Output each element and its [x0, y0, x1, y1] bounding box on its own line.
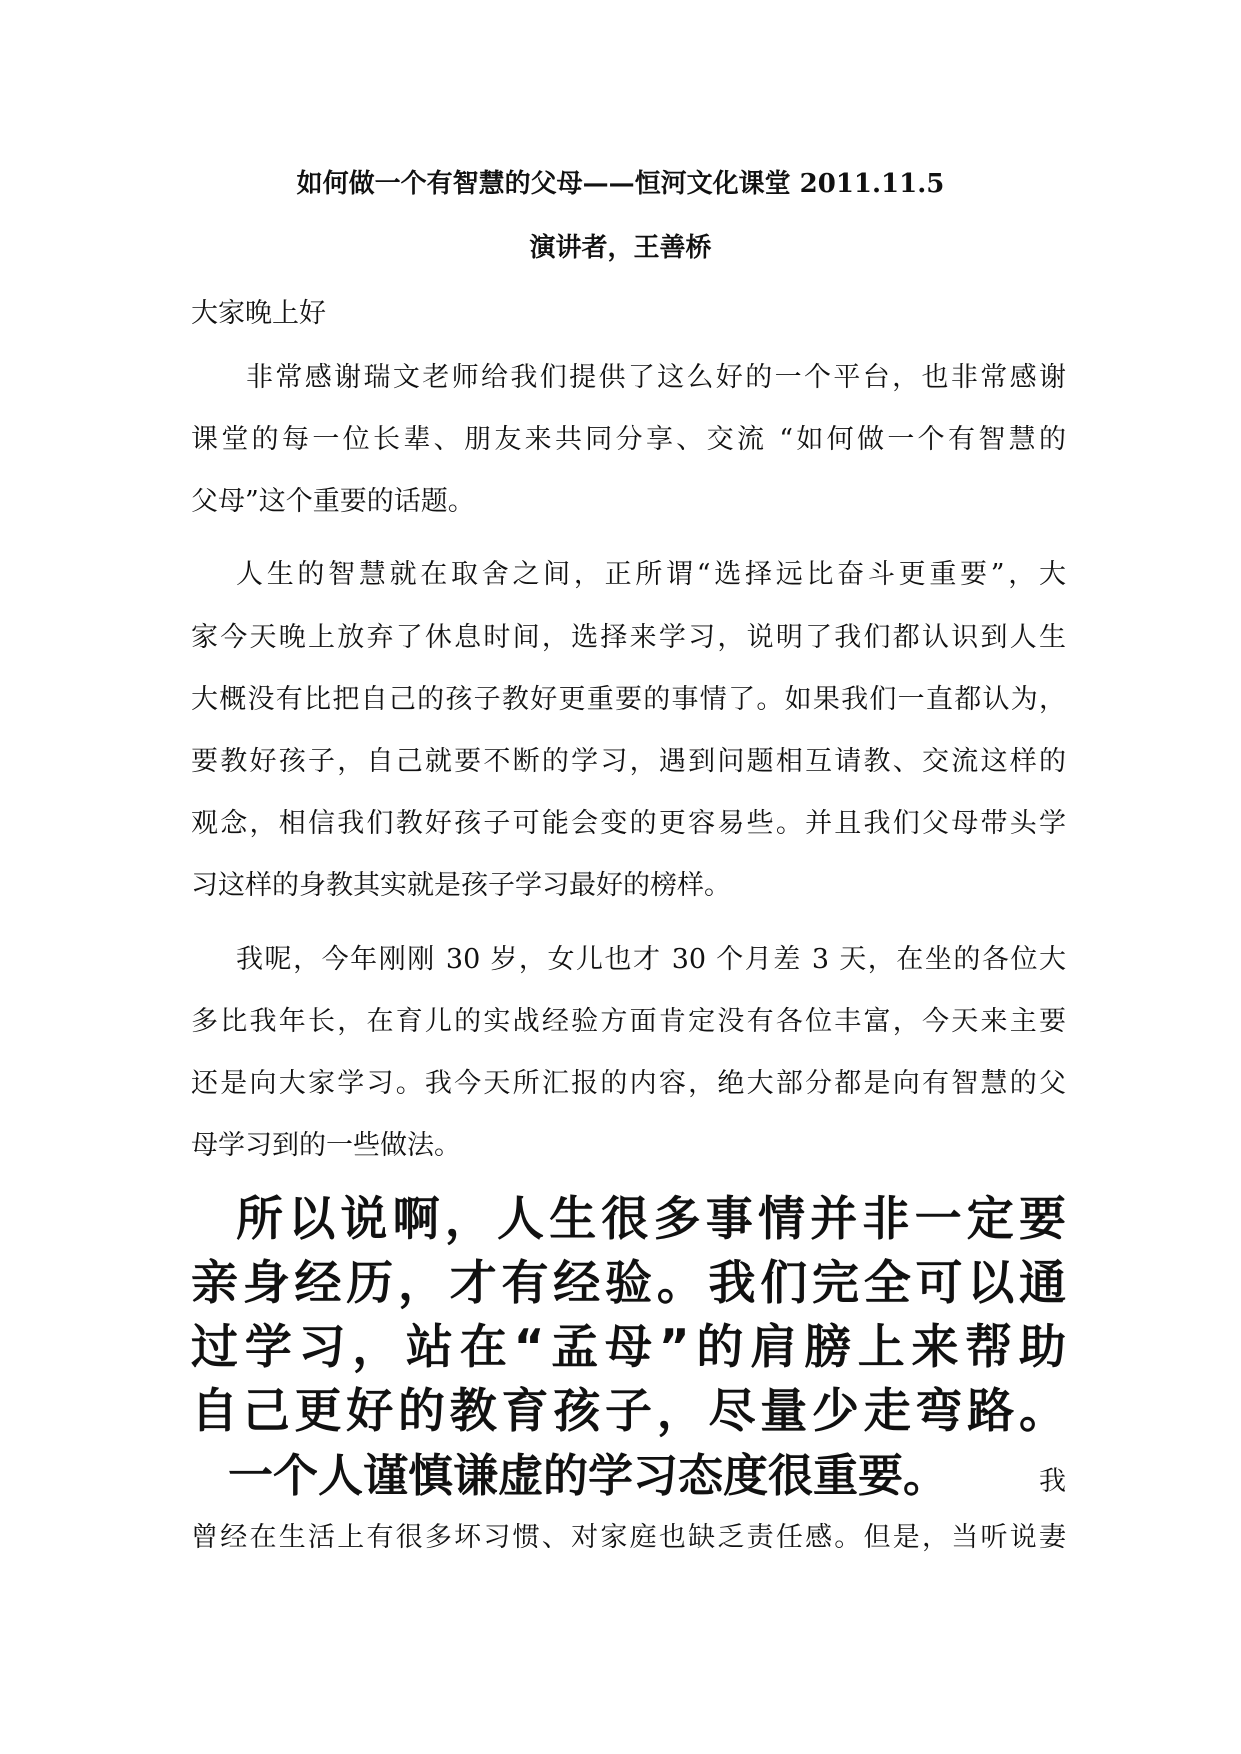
mixed-line	[228, 1446, 1066, 1510]
paragraph-line: 我呢，今年刚刚 30 岁，女儿也才 30 个月差 3 天，在坐的各位大	[236, 944, 1066, 975]
paragraph-line: 课堂的每一位长辈、朋友来共同分享、交流 “如何做一个有智慧的	[191, 424, 1066, 455]
paragraph-line: 要教好孩子，自己就要不断的学习，遇到问题相互请教、交流这样的	[191, 746, 1066, 777]
document-title: 如何做一个有智慧的父母——恒河文化课堂 2011.11.5	[296, 169, 945, 199]
paragraph-line: 曾经在生活上有很多坏习惯、对家庭也缺乏责任感。但是，当听说妻	[191, 1522, 1066, 1553]
greeting-line: 大家晚上好	[191, 298, 326, 329]
paragraph-line: 父母”这个重要的话题。	[191, 486, 475, 517]
paragraph-line: 习这样的身教其实就是孩子学习最好的榜样。	[191, 870, 731, 901]
highlight-line: 一个人谨慎谦虚的学习态度很重要。	[228, 1449, 949, 1502]
paragraph-line: 母学习到的一些做法。	[191, 1130, 461, 1161]
highlight-line: 自己更好的教育孩子，尽量少走弯路。	[191, 1384, 1066, 1439]
paragraph-line: 非常感谢瑞文老师给我们提供了这么好的一个平台，也非常感谢	[246, 362, 1066, 393]
highlight-line: 亲身经历，才有经验。我们完全可以通	[191, 1256, 1066, 1311]
paragraph-line: 还是向大家学习。我今天所汇报的内容，绝大部分都是向有智慧的父	[191, 1068, 1066, 1099]
paragraph-line: 多比我年长，在育儿的实战经验方面肯定没有各位丰富，今天来主要	[191, 1006, 1066, 1037]
speaker-line: 演讲者，王善桥	[529, 233, 712, 263]
paragraph-line: 人生的智慧就在取舍之间，正所谓“选择远比奋斗更重要”，大	[236, 559, 1066, 590]
highlight-line: 过学习，站在“孟母”的肩膀上来帮助	[191, 1320, 1066, 1375]
highlight-line: 所以说啊，人生很多事情并非一定要	[236, 1192, 1066, 1247]
paragraph-line: 大概没有比把自己的孩子教好更重要的事情了。如果我们一直都认为，	[191, 684, 1066, 715]
paragraph-fragment: 我	[1039, 1466, 1066, 1497]
paragraph-line: 家今天晚上放弃了休息时间，选择来学习，说明了我们都认识到人生	[191, 622, 1066, 653]
paragraph-line: 观念，相信我们教好孩子可能会变的更容易些。并且我们父母带头学	[191, 808, 1066, 839]
